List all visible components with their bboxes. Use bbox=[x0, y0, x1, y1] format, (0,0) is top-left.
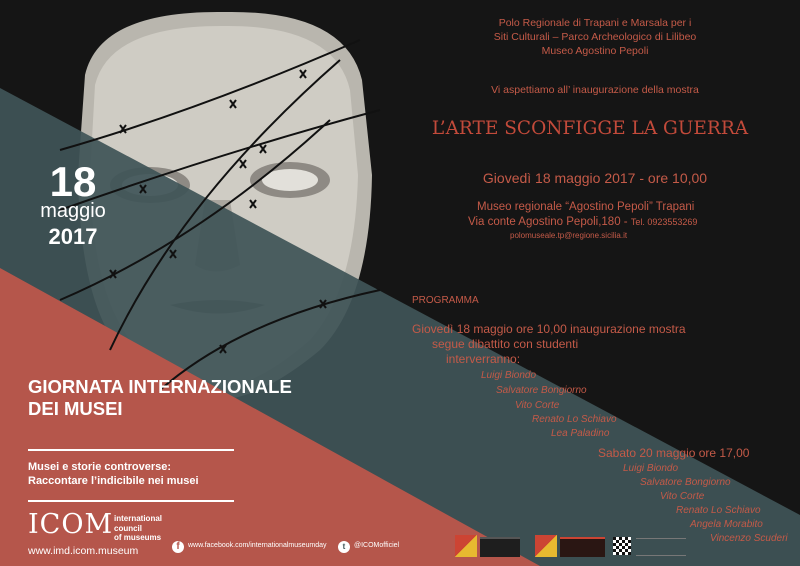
exhibition-title: L’ARTE SCONFIGGE LA GUERRA bbox=[431, 118, 749, 139]
theme-line2: Raccontare l’indicibile nei musei bbox=[28, 475, 199, 487]
website-link[interactable]: www.imd.icom.museum bbox=[28, 545, 139, 557]
venue-address-line bbox=[468, 216, 697, 229]
giornata-line1: GIORNATA INTERNAZIONALE bbox=[28, 376, 292, 397]
speaker-2-1: Luigi Biondo bbox=[623, 463, 679, 474]
date-day: 18 bbox=[49, 158, 97, 205]
speaker-1-3: Vito Corte bbox=[515, 400, 560, 411]
venue-phone: Tel. 0923553269 bbox=[630, 217, 698, 227]
speaker-2-2: Salvatore Bongiorno bbox=[640, 477, 731, 488]
giornata-line2: DEI MUSEI bbox=[28, 398, 123, 419]
event-datetime: Giovedì 18 maggio 2017 - ore 10,00 bbox=[482, 170, 708, 186]
invite-text: Vi aspettiamo all’ inaugurazione della mostra bbox=[491, 84, 699, 96]
programma-heading: PROGRAMMA bbox=[412, 295, 479, 306]
icom-logo: ICOM bbox=[28, 509, 114, 540]
icom-tag2: council bbox=[114, 523, 143, 533]
theme-line1: Musei e storie controverse: bbox=[28, 461, 172, 473]
divider-bottom bbox=[28, 500, 234, 502]
speaker-1-5: Lea Paladino bbox=[551, 428, 610, 439]
date-month: maggio bbox=[40, 200, 106, 222]
organizer-line1: Polo Regionale di Trapani e Marsala per i bbox=[498, 17, 692, 29]
icom-tag1: international bbox=[114, 514, 163, 523]
facebook-icon[interactable]: f bbox=[172, 541, 184, 553]
interverranno-label: interverranno: bbox=[446, 352, 521, 366]
venue-email[interactable]: polomuseale.tp@regione.sicilia.it bbox=[510, 231, 628, 240]
regione-sicilia-logo bbox=[455, 535, 477, 557]
icom-tag3: of museums bbox=[114, 533, 162, 543]
speaker-1-4: Renato Lo Schiavo bbox=[532, 414, 617, 425]
programma-item1-sub: segue dibattito con studenti bbox=[432, 337, 579, 351]
facebook-link[interactable]: www.facebook.com/internationalmuseumday bbox=[188, 542, 327, 549]
speaker-2-5: Angela Morabito bbox=[690, 519, 763, 530]
venue-address: Via conte Agostino Pepoli,180 - bbox=[468, 216, 631, 228]
polo-trapani-logo bbox=[535, 535, 557, 557]
speaker-1-1: Luigi Biondo bbox=[481, 370, 537, 381]
programma-item1: Giovedì 18 maggio ore 10,00 inaugurazione mostra bbox=[412, 322, 686, 336]
museo-logo-text-block bbox=[636, 538, 686, 556]
organizer-line2: Siti Culturali – Parco Archeologico di Lilibeo bbox=[493, 31, 697, 43]
museo-pepoli-logo bbox=[613, 537, 631, 555]
icom-tagline bbox=[114, 514, 162, 543]
organizer-line3: Museo Agostino Pepoli bbox=[541, 45, 649, 57]
programma-item2: Sabato 20 maggio ore 17,00 bbox=[598, 446, 750, 460]
polo-logo-text-block bbox=[560, 537, 605, 557]
speaker-2-3: Vito Corte bbox=[660, 491, 705, 502]
date-year: 2017 bbox=[48, 224, 98, 249]
twitter-link[interactable]: @ICOMofficiel bbox=[354, 542, 400, 549]
speaker-2-4: Renato Lo Schiavo bbox=[676, 505, 761, 516]
divider-top bbox=[28, 449, 234, 451]
twitter-icon[interactable]: t bbox=[338, 541, 350, 553]
regione-logo-text-block bbox=[480, 537, 520, 557]
speaker-2-6: Vincenzo Scuderi bbox=[710, 533, 788, 544]
venue-name: Museo regionale “Agostino Pepoli” Trapani bbox=[477, 201, 695, 213]
speaker-1-2: Salvatore Bongiorno bbox=[496, 385, 587, 396]
